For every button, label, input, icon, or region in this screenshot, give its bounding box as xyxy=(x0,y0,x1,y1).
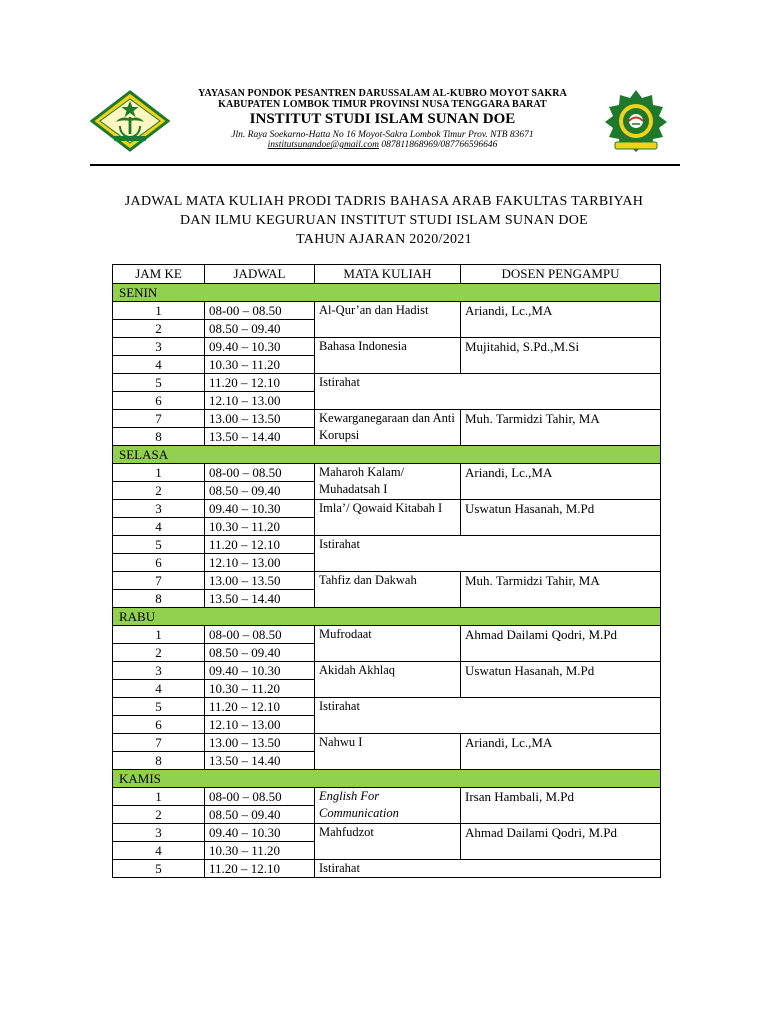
time-cell: 11.20 – 12.10 xyxy=(205,536,315,554)
time-cell: 11.20 – 12.10 xyxy=(205,374,315,392)
table-row xyxy=(113,374,661,392)
jam-ke-cell: 5 xyxy=(113,374,205,392)
jam-ke-cell: 3 xyxy=(113,338,205,356)
course-cell: Tahfiz dan Dakwah xyxy=(315,572,461,608)
table-row xyxy=(113,338,661,356)
schedule-table xyxy=(112,264,661,878)
break-cell: Istirahat xyxy=(315,860,661,878)
table-row xyxy=(113,824,661,842)
course-cell: Nahwu I xyxy=(315,734,461,770)
jam-ke-cell: 6 xyxy=(113,716,205,734)
jam-ke-cell: 8 xyxy=(113,590,205,608)
yayasan-logo-icon xyxy=(90,90,170,152)
day-row-rabu xyxy=(113,608,661,626)
contact-line xyxy=(170,140,595,150)
header-mata-kuliah: MATA KULIAH xyxy=(315,265,461,284)
day-row-selasa xyxy=(113,446,661,464)
jam-ke-cell: 1 xyxy=(113,464,205,482)
course-cell: Akidah Akhlaq xyxy=(315,662,461,698)
title-line-2: DAN ILMU KEGURUAN INSTITUT STUDI ISLAM SUNAN DOE xyxy=(179,213,589,228)
jam-ke-cell: 2 xyxy=(113,806,205,824)
time-cell: 12.10 – 13.00 xyxy=(205,392,315,410)
time-cell: 09.40 – 10.30 xyxy=(205,662,315,680)
time-cell: 08.50 – 09.40 xyxy=(205,482,315,500)
time-cell: 08-00 – 08.50 xyxy=(205,302,315,320)
time-cell: 13.50 – 14.40 xyxy=(205,752,315,770)
phone-numbers: 087811868969/087766596646 xyxy=(381,139,498,150)
time-cell: 08-00 – 08.50 xyxy=(205,788,315,806)
jam-ke-cell: 7 xyxy=(113,572,205,590)
time-cell: 11.20 – 12.10 xyxy=(205,860,315,878)
day-label: RABU xyxy=(113,608,661,626)
regency-line: KABUPATEN LOMBOK TIMUR PROVINSI NUSA TENGGARA BARAT xyxy=(218,99,547,110)
time-cell: 13.00 – 13.50 xyxy=(205,734,315,752)
table-row xyxy=(113,662,661,680)
table-row xyxy=(113,698,661,716)
time-cell: 12.10 – 13.00 xyxy=(205,716,315,734)
time-cell: 11.20 – 12.10 xyxy=(205,698,315,716)
day-label: SELASA xyxy=(113,446,661,464)
break-cell: Istirahat xyxy=(315,536,661,572)
time-cell: 08.50 – 09.40 xyxy=(205,644,315,662)
jam-ke-cell: 7 xyxy=(113,734,205,752)
address-line: Jln. Raya Soekarno-Hatta No 16 Moyot-Sakra Lombok Timur Prov. NTB 83671 xyxy=(231,129,534,140)
table-row xyxy=(113,464,661,482)
course-cell: English For Communication xyxy=(315,788,461,824)
lecturer-cell: Uswatun Hasanah, M.Pd xyxy=(461,662,661,698)
table-row xyxy=(113,302,661,320)
jam-ke-cell: 8 xyxy=(113,752,205,770)
lecturer-cell: Ariandi, Lc.,MA xyxy=(461,464,661,500)
jam-ke-cell: 1 xyxy=(113,302,205,320)
header-jadwal: JADWAL xyxy=(205,265,315,284)
break-cell: Istirahat xyxy=(315,374,661,410)
table-row xyxy=(113,788,661,806)
title-line-3: TAHUN AJARAN 2020/2021 xyxy=(296,232,472,247)
lecturer-cell: Muh. Tarmidzi Tahir, MA xyxy=(461,410,661,446)
jam-ke-cell: 2 xyxy=(113,320,205,338)
jam-ke-cell: 8 xyxy=(113,428,205,446)
jam-ke-cell: 5 xyxy=(113,536,205,554)
time-cell: 10.30 – 11.20 xyxy=(205,518,315,536)
foundation-name: YAYASAN PONDOK PESANTREN DARUSSALAM AL-KUBRO MOYOT SAKRA xyxy=(198,88,567,99)
table-row xyxy=(113,410,661,428)
time-cell: 08.50 – 09.40 xyxy=(205,806,315,824)
course-cell: Mufrodaat xyxy=(315,626,461,662)
day-label: SENIN xyxy=(113,284,661,302)
time-cell: 08-00 – 08.50 xyxy=(205,626,315,644)
time-cell: 13.00 – 13.50 xyxy=(205,572,315,590)
course-cell: Mahfudzot xyxy=(315,824,461,860)
break-cell: Istirahat xyxy=(315,698,661,734)
time-cell: 13.00 – 13.50 xyxy=(205,410,315,428)
lecturer-cell: Uswatun Hasanah, M.Pd xyxy=(461,500,661,536)
lecturer-cell: Ariandi, Lc.,MA xyxy=(461,302,661,338)
letterhead-divider xyxy=(90,164,680,166)
course-cell: Kewarganegaraan dan Anti Korupsi xyxy=(315,410,461,446)
time-cell: 10.30 – 11.20 xyxy=(205,842,315,860)
letterhead xyxy=(90,88,680,166)
table-row xyxy=(113,626,661,644)
time-cell: 09.40 – 10.30 xyxy=(205,824,315,842)
email-link[interactable]: institutsunandoe@gmail.com xyxy=(267,139,380,150)
day-row-senin xyxy=(113,284,661,302)
time-cell: 08.50 – 09.40 xyxy=(205,320,315,338)
jam-ke-cell: 3 xyxy=(113,662,205,680)
time-cell: 13.50 – 14.40 xyxy=(205,428,315,446)
course-cell: Imla’/ Qowaid Kitabah I xyxy=(315,500,461,536)
time-cell: 10.30 – 11.20 xyxy=(205,356,315,374)
time-cell: 09.40 – 10.30 xyxy=(205,338,315,356)
course-cell: Bahasa Indonesia xyxy=(315,338,461,374)
jam-ke-cell: 1 xyxy=(113,788,205,806)
title-line-1: JADWAL MATA KULIAH PRODI TADRIS BAHASA ARAB FAKULTAS TARBIYAH xyxy=(124,194,644,209)
table-row xyxy=(113,500,661,518)
lecturer-cell: Muh. Tarmidzi Tahir, MA xyxy=(461,572,661,608)
table-row xyxy=(113,734,661,752)
time-cell: 08-00 – 08.50 xyxy=(205,464,315,482)
lecturer-cell: Ahmad Dailami Qodri, M.Pd xyxy=(461,824,661,860)
jam-ke-cell: 7 xyxy=(113,410,205,428)
time-cell: 12.10 – 13.00 xyxy=(205,554,315,572)
document-title xyxy=(60,192,708,249)
table-header-row xyxy=(113,265,661,284)
table-row xyxy=(113,572,661,590)
time-cell: 10.30 – 11.20 xyxy=(205,680,315,698)
institute-logo-icon xyxy=(595,88,677,154)
jam-ke-cell: 6 xyxy=(113,392,205,410)
jam-ke-cell: 1 xyxy=(113,626,205,644)
jam-ke-cell: 4 xyxy=(113,680,205,698)
jam-ke-cell: 2 xyxy=(113,482,205,500)
header-jam-ke: JAM KE xyxy=(113,265,205,284)
jam-ke-cell: 5 xyxy=(113,860,205,878)
time-cell: 09.40 – 10.30 xyxy=(205,500,315,518)
jam-ke-cell: 3 xyxy=(113,500,205,518)
table-row xyxy=(113,860,661,878)
day-label: KAMIS xyxy=(113,770,661,788)
lecturer-cell: Ahmad Dailami Qodri, M.Pd xyxy=(461,626,661,662)
jam-ke-cell: 4 xyxy=(113,356,205,374)
jam-ke-cell: 4 xyxy=(113,518,205,536)
letterhead-text xyxy=(170,88,595,150)
jam-ke-cell: 4 xyxy=(113,842,205,860)
lecturer-cell: Mujitahid, S.Pd.,M.Si xyxy=(461,338,661,374)
course-cell: Al-Qur’an dan Hadist xyxy=(315,302,461,338)
table-row xyxy=(113,536,661,554)
institution-name: INSTITUT STUDI ISLAM SUNAN DOE xyxy=(249,111,516,127)
lecturer-cell: Ariandi, Lc.,MA xyxy=(461,734,661,770)
lecturer-cell: Irsan Hambali, M.Pd xyxy=(461,788,661,824)
jam-ke-cell: 3 xyxy=(113,824,205,842)
jam-ke-cell: 6 xyxy=(113,554,205,572)
course-cell: Maharoh Kalam/ Muhadatsah I xyxy=(315,464,461,500)
jam-ke-cell: 5 xyxy=(113,698,205,716)
header-dosen: DOSEN PENGAMPU xyxy=(461,265,661,284)
time-cell: 13.50 – 14.40 xyxy=(205,590,315,608)
jam-ke-cell: 2 xyxy=(113,644,205,662)
day-row-kamis xyxy=(113,770,661,788)
